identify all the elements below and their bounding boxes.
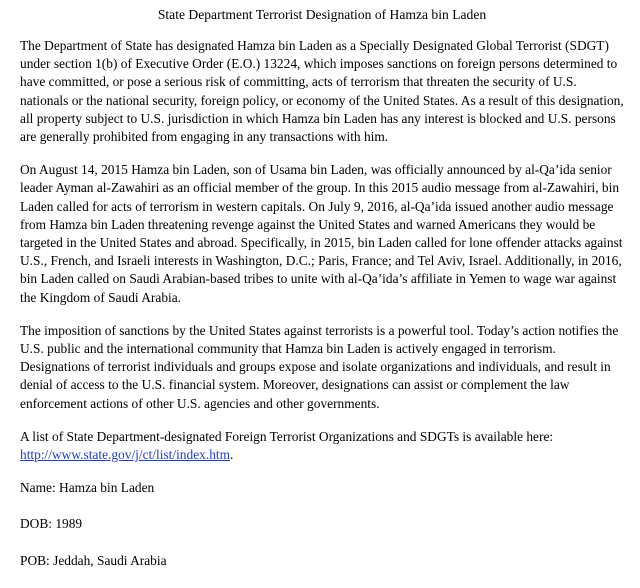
list-note-text: A list of State Department-designated Foreign Terrorist Organizations and SDGTs is available here: (20, 428, 554, 444)
list-note-period: . (230, 447, 234, 463)
field-name: Name: Hamza bin Laden (20, 480, 155, 496)
paragraph-list-note (20, 428, 624, 464)
paragraph-sanctions: The imposition of sanctions by the United States against terrorists is a powerful tool. Today’s action notifies the U.S. public and the international community that Hamza bin Laden is actively engaged in terrorism. Designations of terrorist individuals and groups expose and isolate organizations and individuals, and result in denial of access to the U.S. financial system. Moreover, designations can assist or complement the law enforcement actions of other U.S. agencies and other governments. (20, 322, 619, 411)
paragraph-background: On August 14, 2015 Hamza bin Laden, son of Usama bin Laden, was officially announced by al-Qa’ida senior leader Ayman al-Zawahiri as an official member of the group. In this 2015 audio message from al-Zawahiri, bin Laden called for acts of terrorism in western capitals. On July 9, 2016, al-Qa’ida issued another audio message from Hamza bin Laden threatening revenge against the United States and warned Americans they would be targeted in the United States and abroad. Specifically, in 2015, bin Laden called for lone offender attacks against U.S., French, and Israeli interests in Washington, D.C.; Paris, France; and Tel Aviv, Israel. Additionally, in 2016, bin Laden called on Saudi Arabian-based tribes to unite with al-Qa’ida’s affiliate in Yemen to wage war against the Kingdom of Saudi Arabia. (20, 162, 623, 305)
document-title: State Department Terrorist Designation of Hamza bin Laden (157, 7, 487, 22)
list-link[interactable]: http://www.state.gov/j/ct/list/index.htm (20, 447, 231, 463)
paragraph-designation: The Department of State has designated Hamza bin Laden as a Specially Designated Global Terrorist (SDGT) under section 1(b) of Executive Order (E.O.) 13224, which imposes sanctions on foreign persons determined to have committed, or pose a serious risk of committing, acts of terrorism that threaten the security of U.S. nationals or the national security, foreign policy, or economy of the United States. As a result of this designation, all property subject to U.S. jurisdiction in which Hamza bin Laden has any interest is blocked and U.S. persons are generally prohibited from engaging in any transactions with him. (20, 38, 624, 145)
field-pob: POB: Jeddah, Saudi Arabia (20, 552, 167, 568)
document (20, 6, 624, 588)
field-dob: DOB: 1989 (20, 516, 83, 532)
